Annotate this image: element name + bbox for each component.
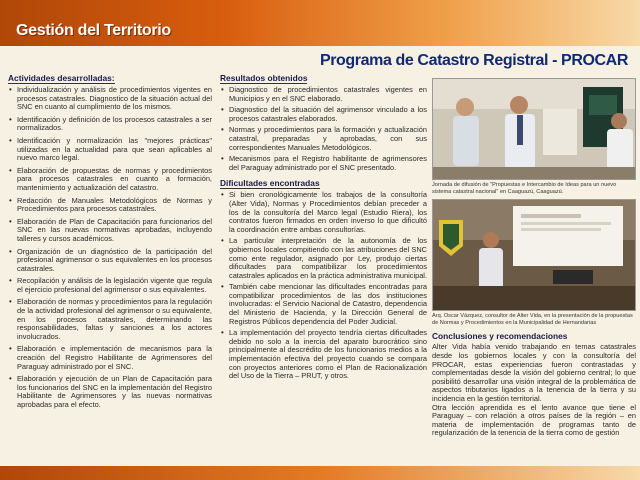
presentation-photo-image [433,200,636,311]
list-item: • Elaboración e implementación de mecanismos para la creación del Registro Habilitante de Agrimensores del Paraguay administrado por el SNC. [8,345,212,371]
list-item: • También cabe mencionar las dificultades encontradas para compatibilizar procedimientos de las dos instituciones involucradas: el Servicio Nacional de Catastro, dependencia del Ministerio de Hacienda, y la Dirección General de Registros Públicos dependencia del Poder Judicial. [220,283,427,326]
list-item: • Recopilación y análisis de la legislación vigente que regula el ejercicio profesional del agrimensor o sus equivalentes. [8,277,212,294]
activities-column [8,74,212,414]
results-column [220,74,427,384]
list-item: • Identificación y normalización las "mejores prácticas" utilizadas en la actualidad para que sean aplicables al nuevo marco legal. [8,137,212,163]
photo-caption-1: Jornada de difusión de "Propuestas e Intercambio de Ideas para un nuevo sistema catastral nacional" en Caaguazú, Caaguazú. [432,182,617,195]
photo-caption-2: Arq. Oscar Vázquez, consultor de Alter Vida, en la presentación de la propuestas de Normas y Procedimientos en la Municipalidad de Hernandarias [432,313,633,326]
list-item: • Si bien cronológicamente los trabajos de la consultoría (Alter Vida), Normas y Procedimientos debían preceder a los de la consultoría del Marco legal (Estudio Riera), los contratos fueron firmados en orden inverso lo que dificultó la coordinación entre ambas consultorías. [220,191,427,234]
list-item: • Diagnostico del la situación del agrimensor vinculado a los procesos catastrales elaborados. [220,106,427,123]
list-item: • Individualización y análisis de procedimientos vigentes en procesos catastrales. Diagnostico de la situación actual del SNC en cuanto al cumplimiento de los mismos. [8,86,212,112]
list-item: • Elaboración y ejecución de un Plan de Capacitación para los funcionarios del SNC en la implementación del Registro Habilitante de Agrimensores y las nuevas normativas aprobadas para el efecto. [8,375,212,409]
photos-column [432,78,636,438]
list-item: • La particular interpretación de la autonomía de los gobiernos locales compitiendo con las atribuciones del SNC como ente regulador, asignado por Ley, produjo ciertas dificultades para compatibilizar los procedimientos catastrales aplicados en la práctica administrativa municipal. [220,237,427,280]
conclusions-paragraph: Otra lección aprendida es el lento avance que tiene el Paraguay – con relación a otros países de la región – en materia de implementación de programas tanto de regularización de la tenencia de la tierra como de gestión [432,402,636,438]
list-item: • Organización de un diagnóstico de la participación del profesional agrimensor o sus equivalentes en los procesos catastrales. [8,248,212,274]
program-title: Programa de Catastro Registral - PROCAR [319,52,628,69]
conclusions-heading: Conclusiones y recomendaciones [432,331,568,342]
meeting-photo-image [433,79,636,180]
results-list [220,86,427,172]
section-title: Gestión del Territorio [16,22,171,39]
list-item: • Elaboración de normas y procedimientos para la regulación de la actividad profesional del agrimensor o su equivalente, en los procesos catastrales, determinando las responsabilidades, faltas y sanciones a los actores involucrados. [8,298,212,341]
list-item: • Redacción de Manuales Metodológicos de Normas y Procedimientos para procesos catastrales. [8,197,212,214]
difficulties-list [220,191,427,380]
presentation-photo [432,199,636,311]
conclusions-paragraph: Alter Vida había venido trabajando en temas catastrales desde los gobiernos locales y con la consultoría del PROCAR, estas experiencias fueron contrastadas y complementadas desde la visión del gobierno central; lo que posibilitó desarrollar una visión integral de la problemática de aspectos tributarios ligados a la tenencia de la tierra y su incidencia en la gestión territorial. [432,342,636,403]
activities-list [8,86,212,410]
list-item: • Mecanismos para el Registro habilitante de agrimensores del Paraguay administrado por el SNC presentado. [220,155,427,172]
list-item: • Diagnostico de procedimientos catastrales vigentes en Municipios y en el SNC elaborado. [220,86,427,103]
activities-heading: Actividades desarrolladas: [8,73,115,83]
conclusions-body [432,343,636,438]
list-item: • Elaboración de propuestas de normas y procedimientos para procesos catastrales en cuanto a formación, mantenimiento y actualización del catastro. [8,167,212,193]
list-item: • Normas y procedimientos para la formación y actualización catastral, preparadas y aprobadas, con sus correspondientes Manuales Metodológicos. [220,126,427,152]
results-heading: Resultados obtenidos [220,73,308,83]
list-item: • Identificación y definición de los procesos catastrales a ser normalizados. [8,116,212,133]
difficulties-heading: Dificultades encontradas [220,178,320,189]
footer-band [0,466,640,480]
list-item: • Elaboración de Plan de Capacitación para funcionarios del SNC en las nuevas normativas aprobadas, incluyendo talleres y cursos académicos. [8,218,212,244]
meeting-photo [432,78,636,180]
list-item: • La implementación del proyecto tendría ciertas dificultades debido no solo a la inercia del aparato burocrático sino principalmente al descrédito de los funcionarios medios a la implementación efectiva del proyecto cuando se compara con proyectos anteriores como el Plan de Racionalización del Uso de la Tierra – PRUT, y otros. [220,329,427,381]
